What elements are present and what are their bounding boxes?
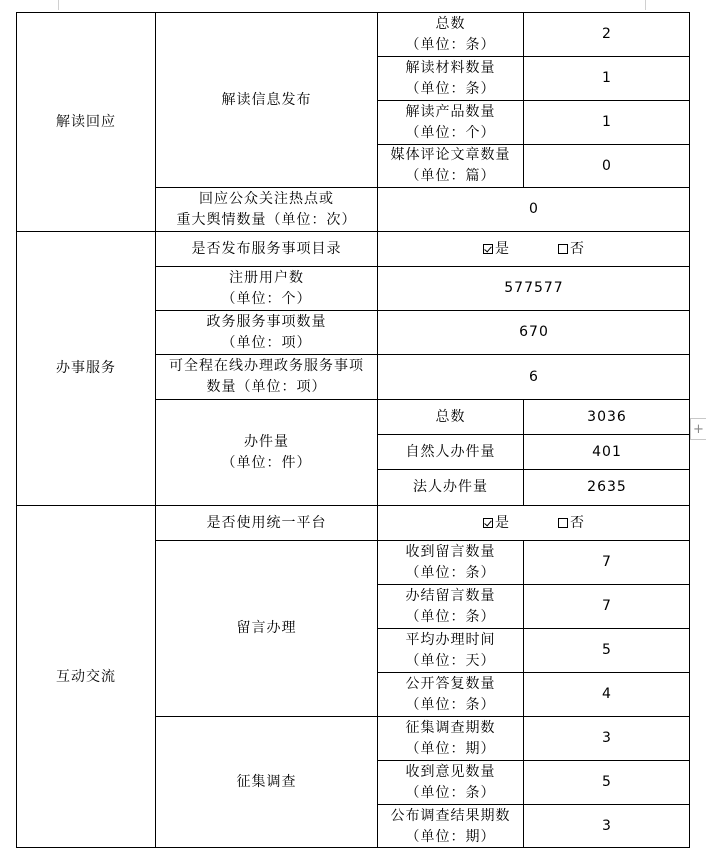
row-value-msg-closed: 7 xyxy=(523,584,690,628)
row-label-msg-avgtime: 平均办理时间 （单位：天） xyxy=(377,628,523,672)
row-label-jiedu-material: 解读材料数量 （单位：条） xyxy=(377,56,523,100)
row-value-cases-total: 3036 xyxy=(523,399,690,434)
group-label-survey: 征集调查 xyxy=(155,716,377,848)
row-label-jiedu-response: 回应公众关注热点或 重大舆情数量（单位：次） xyxy=(155,187,377,231)
section-label-jiedu: 解读回应 xyxy=(16,12,155,231)
row-value-survey-opinions: 5 xyxy=(523,760,690,804)
row-value-jiedu-product: 1 xyxy=(523,100,690,144)
checked-box-icon xyxy=(483,244,493,254)
previous-table-edge xyxy=(58,0,646,10)
row-value-msg-received: 7 xyxy=(523,540,690,584)
row-label-msg-closed: 办结留言数量 （单位：条） xyxy=(377,584,523,628)
row-value-survey-results: 3 xyxy=(523,804,690,848)
checked-box-icon xyxy=(483,518,493,528)
row-value-cases-legal: 2635 xyxy=(523,469,690,505)
group-label-messages: 留言办理 xyxy=(155,540,377,716)
row-label-jiedu-total: 总数 （单位：条） xyxy=(377,12,523,56)
row-label-items: 政务服务事项数量 （单位：项） xyxy=(155,310,377,354)
row-label-msg-received: 收到留言数量 （单位：条） xyxy=(377,540,523,584)
directory-no-option[interactable]: 否 xyxy=(558,239,585,260)
row-value-items: 670 xyxy=(377,310,690,354)
group-label-cases: 办件量 （单位：件） xyxy=(155,399,377,505)
row-value-cases-natural: 401 xyxy=(523,434,690,469)
row-label-jiedu-media: 媒体评论文章数量 （单位：篇） xyxy=(377,144,523,187)
row-label-cases-legal: 法人办件量 xyxy=(377,469,523,505)
row-label-users: 注册用户数 （单位：个） xyxy=(155,266,377,310)
directory-yes-option[interactable]: 是 xyxy=(483,239,510,260)
add-row-button[interactable] xyxy=(690,418,706,440)
empty-box-icon xyxy=(558,244,568,254)
row-value-jiedu-total: 2 xyxy=(523,12,690,56)
row-label-online: 可全程在线办理政务服务事项 数量（单位：项） xyxy=(155,354,377,399)
plus-icon: + xyxy=(693,421,704,437)
row-label-cases-total: 总数 xyxy=(377,399,523,434)
empty-box-icon xyxy=(558,518,568,528)
section-label-hudong: 互动交流 xyxy=(16,505,155,848)
row-label-msg-public: 公开答复数量 （单位：条） xyxy=(377,672,523,716)
row-label-platform: 是否使用统一平台 xyxy=(155,505,377,540)
platform-no-option[interactable]: 否 xyxy=(558,513,585,534)
row-label-survey-periods: 征集调查期数 （单位：期） xyxy=(377,716,523,760)
row-value-jiedu-media: 0 xyxy=(523,144,690,187)
platform-yes-option[interactable]: 是 xyxy=(483,513,510,534)
row-value-online: 6 xyxy=(377,354,690,399)
section-label-banshi: 办事服务 xyxy=(16,231,155,505)
row-value-msg-avgtime: 5 xyxy=(523,628,690,672)
row-label-cases-natural: 自然人办件量 xyxy=(377,434,523,469)
row-label-survey-opinions: 收到意见数量 （单位：条） xyxy=(377,760,523,804)
group-label-jiedu-publish: 解读信息发布 xyxy=(155,12,377,187)
row-value-jiedu-material: 1 xyxy=(523,56,690,100)
row-label-jiedu-product: 解读产品数量 （单位：个） xyxy=(377,100,523,144)
row-label-survey-results: 公布调查结果期数 （单位：期） xyxy=(377,804,523,848)
platform-choice xyxy=(377,505,690,540)
row-value-users: 577577 xyxy=(377,266,690,310)
row-value-survey-periods: 3 xyxy=(523,716,690,760)
row-value-jiedu-response: 0 xyxy=(377,187,690,231)
row-label-directory: 是否发布服务事项目录 xyxy=(155,231,377,266)
row-value-msg-public: 4 xyxy=(523,672,690,716)
directory-choice xyxy=(377,231,690,266)
